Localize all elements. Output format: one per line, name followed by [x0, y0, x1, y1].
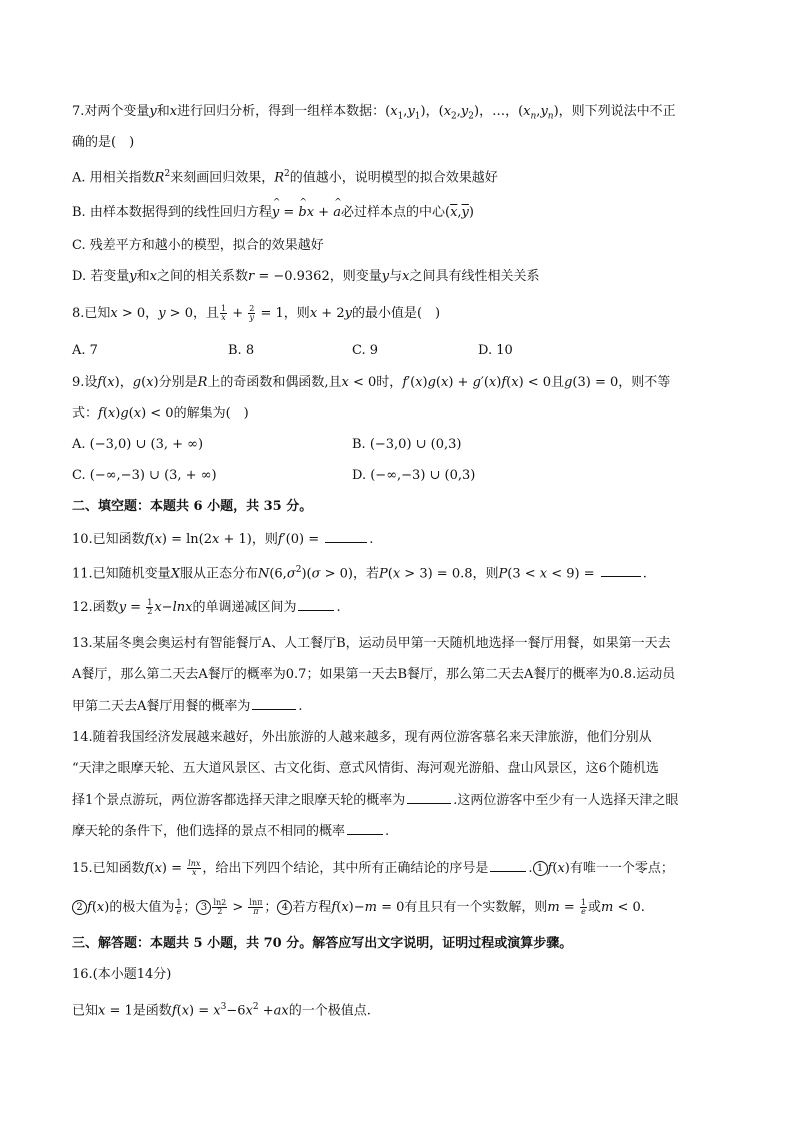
answer-blank [325, 530, 367, 543]
q7-option-d: D. 若变量y和x之间的相关系数r = −0.9362，则变量y与x之间具有线性相关关系 [72, 269, 540, 284]
q12: 12.函数y = $\frac{1}{2}$ x−lnx的单调递减区间为 . [72, 598, 341, 616]
q9-option-d: D. (−∞,−3) ∪ (0,3) [352, 468, 476, 483]
q10: 10.已知函数f(x) = ln(2x + 1)，则f′(0) = . [72, 532, 374, 547]
q15-line1: 15.已知函数f(x) = $\frac{\ln x}{x}$ ，给出下列四个结论，其中所有正确结论的序号是 . 1 f(x)有唯一一个零点； [72, 859, 674, 877]
q14-line1: 14.随着我国经济发展越来越好，外出旅游的人越来越多，现有两位游客慕名来天津旅游，他们分别从 [72, 730, 652, 745]
q9-option-a: A. (−3,0) ∪ (3, + ∞) [72, 437, 204, 452]
q16-stem: 已知x = 1是函数$f(x) = x^3-6x^2 +ax$的一个极值点. [72, 1002, 371, 1019]
q9-stem: 9.设f(x)，g(x)分别是R上的奇函数和偶函数,且x < 0时，f′(x)g(x) + g′(x)f(x) < 0且g(3) = 0，则不等 [72, 375, 671, 390]
answer-blank [407, 791, 451, 804]
answer-blank [347, 822, 383, 835]
q15-line2: 2 f(x)的极大值为 $\frac{1}{e}$ ； 3 $\frac{\ln 2}{2}$ > $\frac{\ln\pi}{\pi}$ ； 4 若方程f(x)−m = 0有且只有一个实数解，则m = $\frac{1}{e}$ 或m < 0. [72, 899, 645, 917]
answer-blank [252, 697, 296, 710]
answer-blank [490, 859, 526, 872]
q9-option-b: B. (−3,0) ∪ (0,3) [352, 437, 462, 452]
section-fill-in-heading: 二、填空题：本题共 6 小题，共 35 分。 [72, 499, 313, 514]
q7-option-b: B. 由样本数据得到的线性回归方程^ y = ^ bx + ^ a必过样本点的中心$(\overline{x},\overline{y})$ [72, 204, 474, 222]
q8-option-d: D. 10 [478, 343, 513, 358]
q7-option-c: C. 残差平方和越小的模型，拟合的效果越好 [72, 238, 324, 253]
q8-option-a: A. 7 [72, 343, 98, 358]
q13-line2: A餐厅，那么第二天去A餐厅的概率为0.7；如果第一天去B餐厅，那么第二天去A餐厅的概率为0.8.运动员 [72, 667, 676, 682]
q13-line1: 13.某届冬奥会奥运村有智能餐厅A、人工餐厅B，运动员甲第一天随机地选择一餐厅用餐，如果第一天去 [72, 636, 671, 651]
section-answer-heading: 三、解答题：本题共 5 小题，共 70 分。解答应写出文字说明，证明过程或演算步骤。 [72, 936, 573, 951]
q16-title: 16.(本小题14分) [72, 967, 172, 982]
q13-line3: 甲第二天去A餐厅用餐的概率为 . [72, 699, 303, 714]
q8-option-c: C. 9 [352, 343, 379, 358]
q9-stem-line2: 式：f(x)g(x) < 0的解集为( ) [72, 406, 249, 421]
q8-stem: 8.已知x > 0，y > 0，且 $\frac{1}{x}$ + $\frac{2}{y}$ = 1，则x + 2y的最小值是( ) [72, 304, 441, 322]
q14-line3: 择1个景点游玩，两位游客都选择天津之眼摩天轮的概率为 .这两位游客中至少有一人选择天津之眼 [72, 793, 679, 808]
q7-option-a: A. 用相关指数$R^2$来刻画回归效果，$R^2$的值越小，说明模型的拟合效果越好 [72, 169, 498, 186]
q7-stem-line2: 确的是( ) [72, 135, 135, 150]
answer-blank [298, 598, 334, 611]
q14-line4: 摩天轮的条件下，他们选择的景点不相同的概率 . [72, 824, 390, 839]
q11: 11.已知随机变量X服从正态分布$N(6,\sigma^2)(\sigma > 0)$，若P(x > 3) = 0.8，则P(3 < x < 9) = . [72, 565, 647, 582]
q7-stem: 7.对两个变量y和x进行回归分析，得到一组样本数据：$(x_1,y_1)$，$(x_2,y_2)$，…，$(x_n,y_n)$，则下列说法中不正 [72, 104, 676, 122]
q14-line2: “天津之眼摩天轮、五大道风景区、古文化街、意式风情街、海河观光游船、盘山风景区，这6个随机选 [72, 761, 659, 776]
q9-option-c: C. (−∞,−3) ∪ (3, + ∞) [72, 468, 217, 483]
answer-blank [601, 564, 641, 577]
q8-option-b: B. 8 [228, 343, 255, 358]
